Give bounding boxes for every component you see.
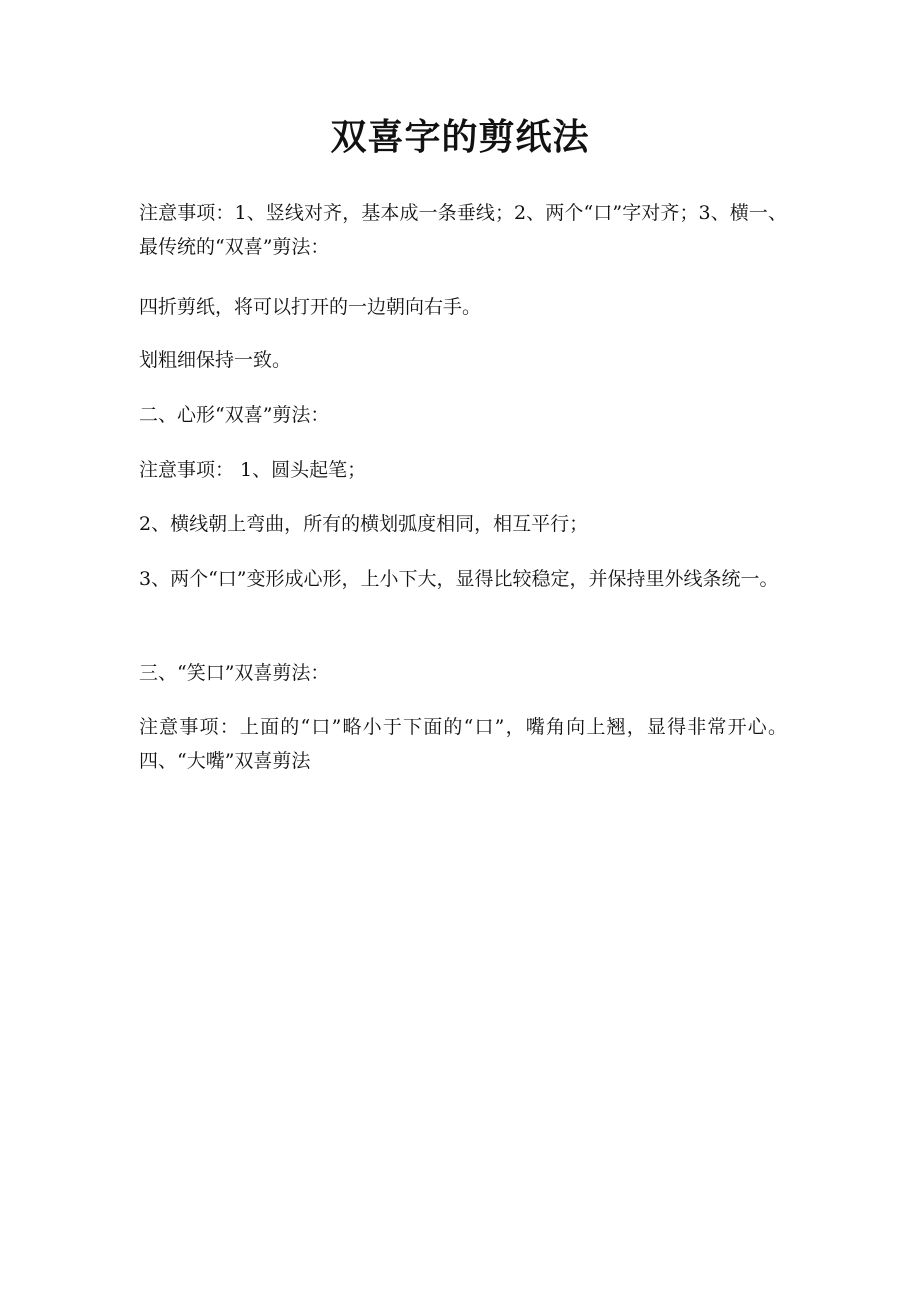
section-heading-smile: 三、“笑口”双喜剪法：: [139, 662, 330, 684]
document-title: 双喜字的剪纸法: [330, 116, 590, 158]
paragraph-heart-note-2: 2、横线朝上弯曲，所有的横划弧度相同，相互平行；: [139, 513, 589, 535]
paragraph-heart-note-3: 3、两个“口”变形成心形，上小下大，显得比较稳定，并保持里外线条统一。: [139, 568, 779, 590]
section-heading-heart: 二、心形“双喜”剪法：: [139, 404, 330, 426]
paragraph-fold-instruction: 四折剪纸，将可以打开的一边朝向右手。: [139, 296, 482, 318]
paragraph-smile-note: 注意事项：上面的“口”略小于下面的“口”，嘴角向上翘，显得非常开心。 四、“大嘴”双喜剪法: [139, 716, 787, 772]
paragraph-stroke-consistency: 划粗细保持一致。: [139, 349, 292, 371]
paragraph-notes-intro: 注意事项：1、竖线对齐，基本成一条垂线；2、两个“口”字对齐；3、横一、最传统的“双喜”剪法：: [139, 202, 787, 258]
paragraph-heart-note-1: 注意事项： 1、圆头起笔；: [139, 459, 367, 481]
